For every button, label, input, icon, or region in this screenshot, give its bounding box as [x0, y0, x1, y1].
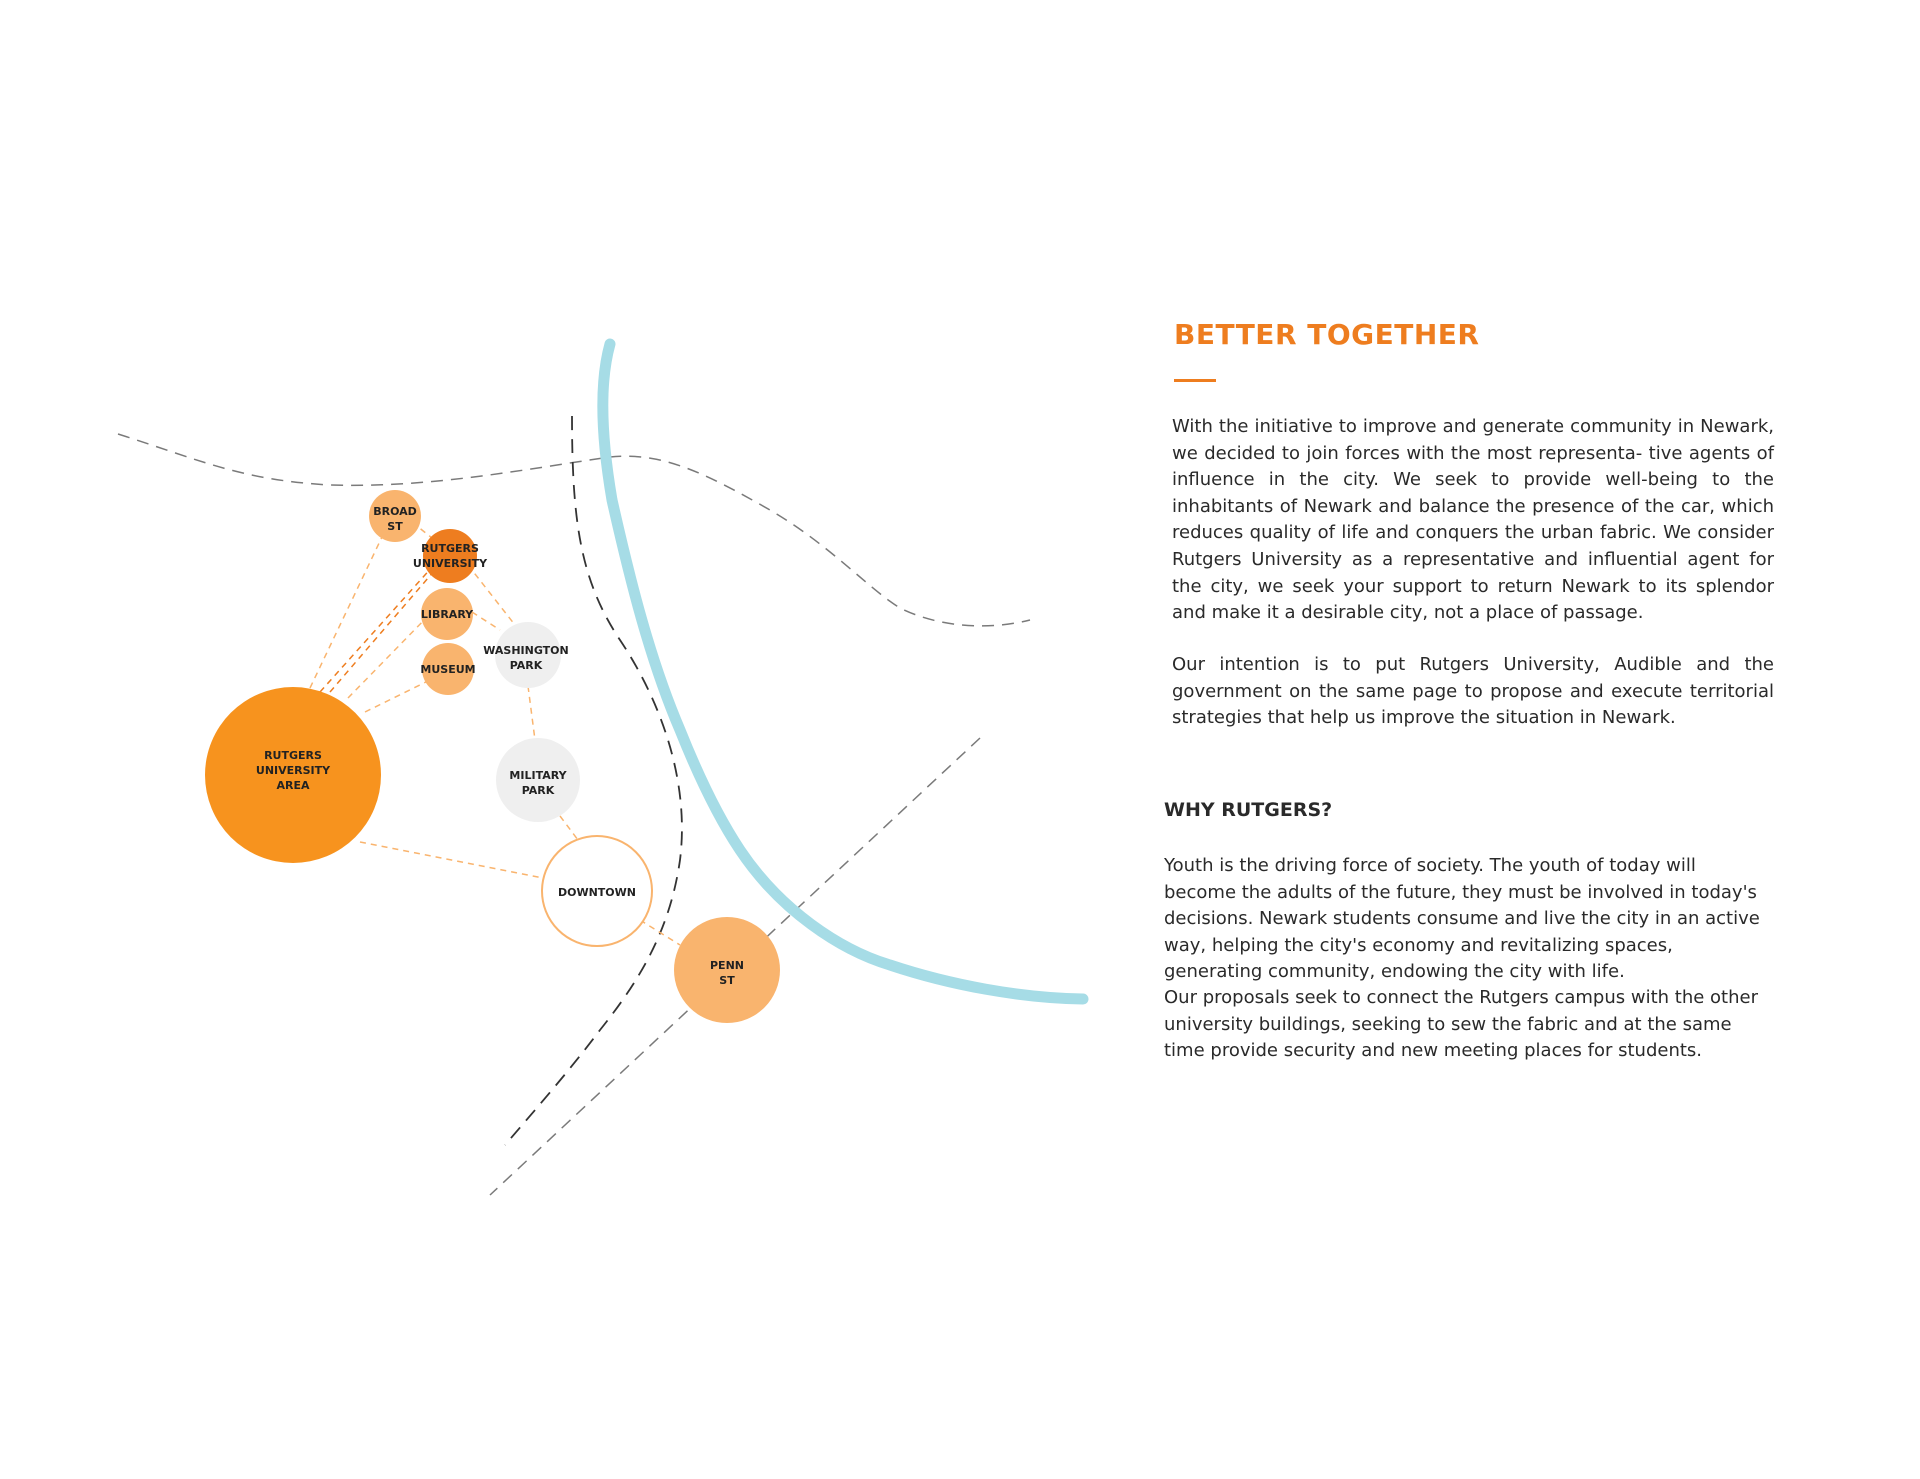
youth-paragraph: Youth is the driving force of society. The youth of today will become the adults of the future, they must be involved in today's decisions. Newark students consume and live the city in an active way, helping the city's economy and revitalizing spaces, generating community, endowing the city with life. — [1164, 855, 1760, 983]
boundary-line-north — [118, 434, 1030, 626]
node-label: WASHINGTON PARK — [483, 644, 569, 672]
intro-paragraph: With the initiative to improve and generate community in Newark, we decided to join forces with the most representa- tive agents of influence in the city. We seek to provide well-being to the inhabitants of Newark and balance the presence of the car, which reduces quality of life and conquers the urban fabric. We consider Rutgers University as a representative and influential agent for the city, we seek your support to return Newark to its splendor and make it a desirable city, not a place of passage. — [1172, 416, 1774, 624]
intention-paragraph: Our intention is to put Rutgers University, Audible and the government on the same page to propose and execute territorial strategies that help us improve the situation in Newark. — [1172, 654, 1774, 729]
link-area-downtown — [360, 842, 543, 878]
node-label: PENN ST — [710, 959, 744, 987]
node-label: RUTGERS UNIVERSITY — [412, 542, 488, 570]
node-label: DOWNTOWN — [557, 886, 637, 899]
link-washington-military — [528, 686, 535, 740]
node-label: LIBRARY — [420, 608, 474, 621]
link-rutgers-washington — [468, 565, 515, 625]
node-label: BROAD ST — [373, 505, 417, 533]
link-military-downtown — [560, 816, 578, 840]
node-broad-st — [369, 490, 421, 542]
node-label: MUSEUM — [420, 663, 476, 676]
title-underline — [1174, 379, 1216, 382]
node-museum — [420, 643, 475, 695]
node-rutgers-area — [205, 687, 381, 863]
section-heading: WHY RUTGERS? — [1164, 799, 1333, 821]
link-area-museum — [365, 680, 430, 712]
link-library-washington — [472, 612, 500, 630]
link-downtown-penn — [640, 920, 680, 945]
node-label: RUTGERS UNIVERSITY AREA — [255, 749, 331, 792]
river — [603, 344, 1083, 999]
node-downtown — [542, 836, 652, 946]
node-washington-park — [483, 622, 568, 688]
node-penn-st — [674, 917, 780, 1023]
proposal-paragraph: Our proposals seek to connect the Rutgers campus with the other university buildings, seeking to sew the fabric and at the same time provide security and new meeting places for students. — [1164, 987, 1758, 1062]
node-military-park — [496, 738, 580, 822]
page-title: BETTER TOGETHER — [1174, 318, 1480, 351]
node-library — [421, 588, 474, 640]
node-label: MILITARY PARK — [509, 769, 567, 797]
link-area-broad — [310, 516, 392, 688]
